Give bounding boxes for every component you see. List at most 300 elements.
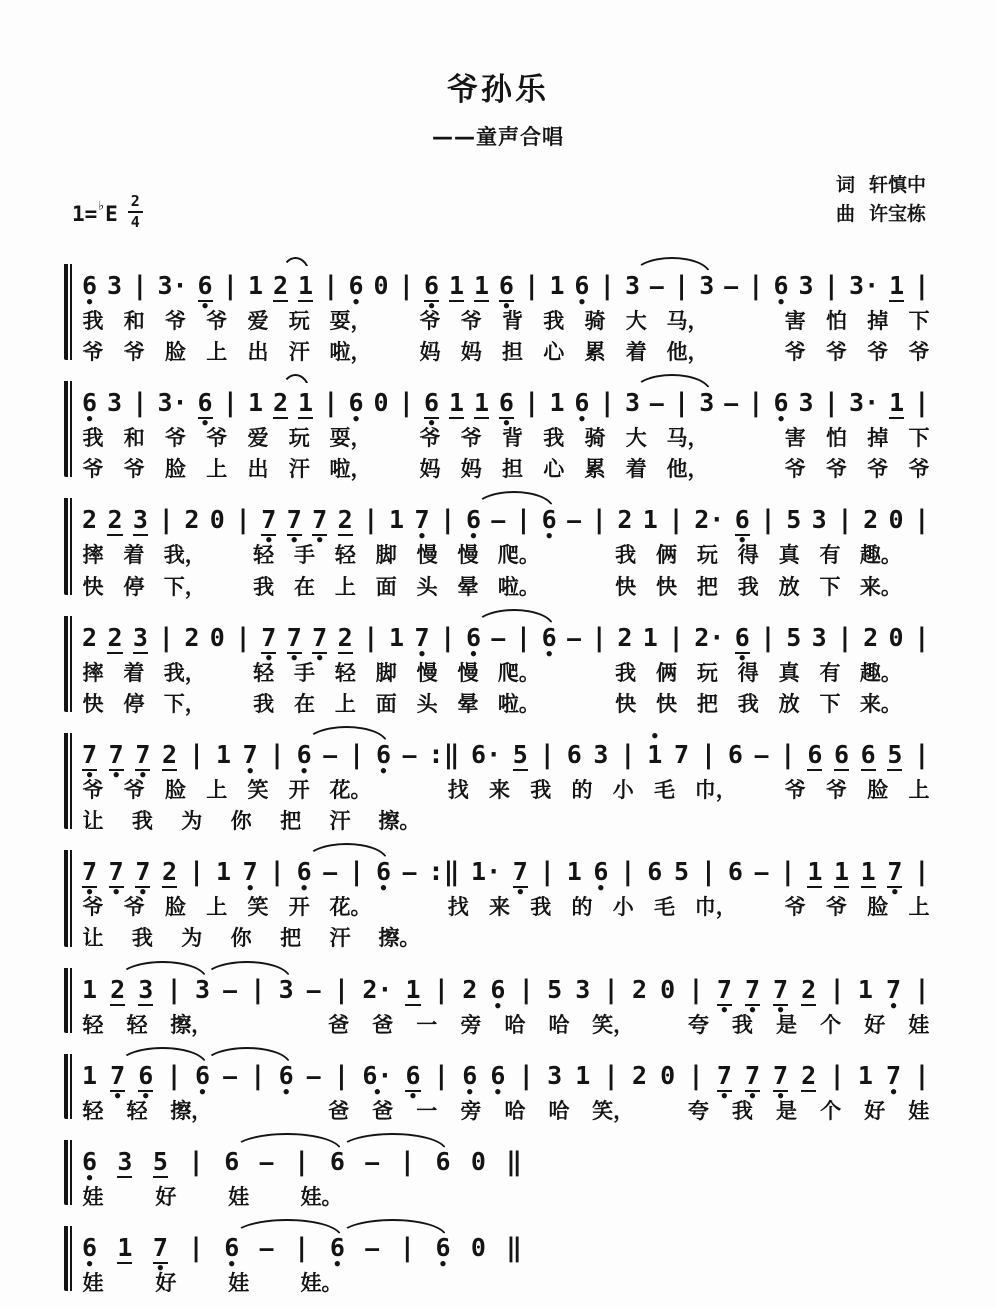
note-token: —: [567, 625, 581, 652]
lyric-syllable: 头: [416, 691, 438, 716]
lyric-syllable: 脸: [165, 895, 186, 920]
note-token: 2: [617, 622, 633, 652]
system-bracket: [64, 1226, 73, 1291]
note-token: 7 ●: [745, 976, 760, 1006]
barline: |: [398, 388, 415, 419]
note-token: 0: [373, 388, 389, 418]
lyrics-row-1: [82, 895, 930, 919]
note-token: 0: [660, 1060, 676, 1090]
lyric-gap: [391, 340, 400, 364]
note-token: 2: [801, 1060, 817, 1090]
note-token: 3: [106, 388, 123, 418]
lyric-syllable: 和: [123, 308, 145, 333]
note-token: 1: [215, 740, 232, 769]
note-token: —: [223, 977, 237, 1004]
lyrics-row-2: [82, 457, 930, 481]
note-token: 6: [329, 1146, 345, 1176]
lyric-syllable: 轻: [334, 543, 356, 568]
system-bracket: [64, 968, 73, 1033]
system-line-7: [64, 960, 930, 1037]
lyric-syllable: 汗: [329, 809, 351, 834]
note-token: 6· ●: [362, 1062, 392, 1089]
lyric-syllable: 毛: [654, 778, 675, 802]
lyric-syllable: 爷: [460, 426, 482, 451]
lyric-syllable: 我: [530, 778, 552, 802]
note-token: 2: [462, 974, 478, 1004]
note-token: 6 ●: [735, 624, 750, 654]
note-token: 3: [699, 270, 715, 300]
note-token: 1: [833, 857, 850, 887]
lyric-syllable: 妈: [460, 340, 482, 365]
system-bracket: [64, 733, 73, 829]
system-bracket: [64, 1140, 73, 1205]
lyric-syllable: 找: [447, 778, 469, 802]
note-token: —: [491, 508, 506, 535]
lyric-syllable: 笑: [247, 895, 269, 920]
lyric-syllable: 上: [908, 895, 930, 920]
barline: |: [188, 740, 205, 770]
lyric-gap: [756, 426, 765, 450]
lyrics-row-1: [82, 661, 930, 685]
lyric-syllable: 爷: [784, 340, 806, 365]
slur-arc: [338, 1219, 447, 1237]
lyric-syllable: 旁: [460, 1012, 482, 1037]
notes-row: [82, 725, 930, 771]
lyric-syllable: 停: [123, 574, 145, 599]
lyric-gap: [559, 692, 568, 716]
lyric-syllable: 汗: [329, 926, 351, 951]
lyric-gap: [557, 926, 566, 950]
note-token: 5: [512, 740, 528, 769]
barline: |: [293, 1232, 310, 1263]
note-token: 7 ●: [414, 624, 429, 651]
lyric-syllable: 娃: [908, 1098, 930, 1123]
lyric-syllable: 他，: [666, 457, 709, 482]
note-token: 0: [660, 974, 676, 1004]
lyric-syllable: 轻: [253, 543, 275, 568]
note-token: —: [306, 977, 321, 1004]
note-token: 2: [162, 857, 178, 887]
lyric-syllable: 爸: [328, 1012, 350, 1037]
lyric-gap: [559, 543, 568, 567]
lyric-syllable: 害: [784, 426, 806, 451]
slur-arc: [633, 374, 711, 392]
lyric-syllable: 我: [731, 1012, 753, 1037]
notes-row: [82, 608, 930, 654]
barline: |: [829, 1060, 845, 1091]
lyric-syllable: 妈: [460, 457, 482, 482]
barline: |: [131, 270, 148, 301]
slur-arc: [474, 491, 554, 509]
system-bracket: [64, 381, 73, 477]
system-line-6: [64, 842, 930, 950]
lyric-syllable: 出: [247, 340, 269, 365]
note-token: 5: [547, 974, 563, 1004]
note-token: 2: [184, 505, 200, 535]
note-token: 7 ●: [414, 506, 429, 533]
lyric-gap: [739, 809, 748, 833]
lyric-syllable: 掉: [867, 426, 889, 451]
note-token: 6 ●: [462, 1062, 477, 1089]
slur-arc: [203, 1047, 291, 1065]
lyric-gap: [391, 895, 400, 919]
lyric-syllable: 擦。: [378, 809, 421, 834]
lyric-syllable: 爷: [82, 895, 104, 920]
note-token: —: [365, 1149, 380, 1176]
lyric-gap: [921, 809, 930, 833]
barline: |: [322, 270, 339, 301]
note-token: 7 ●: [773, 976, 788, 1006]
lyric-syllable: 上: [334, 691, 356, 716]
barline: |: [914, 974, 930, 1005]
system-line-8: [64, 1046, 930, 1123]
barline: |: [518, 974, 535, 1005]
lyric-syllable: 让: [82, 926, 104, 951]
lyric-syllable: 面: [375, 691, 397, 716]
note-token: 6·: [471, 740, 502, 769]
lyric-syllable: 掉: [867, 308, 889, 333]
lyric-syllable: 快: [615, 691, 637, 716]
lyric-syllable: 你: [230, 926, 252, 951]
note-token: 0: [373, 270, 389, 300]
note-token: 6 ●: [349, 389, 364, 416]
lyric-syllable: 耍，: [329, 308, 372, 333]
barline: |: [591, 622, 607, 653]
lyric-syllable: 爷: [419, 308, 441, 333]
note-token: 7 ●: [745, 1062, 760, 1092]
lyric-syllable: 脚: [375, 660, 397, 685]
lyric-syllable: 夸: [687, 1098, 709, 1123]
lyric-syllable: 把: [280, 926, 302, 951]
lyric-syllable: 真: [778, 543, 800, 568]
lyric-syllable: 脸: [867, 895, 889, 920]
note-token: 3: [798, 270, 814, 300]
note-token: 3·: [157, 388, 188, 418]
lyric-syllable: 啦，: [329, 457, 372, 482]
note-token: 1: [889, 270, 905, 300]
note-token: 2: [82, 622, 98, 652]
lyric-gap: [521, 926, 530, 950]
lyric-gap: [630, 809, 639, 833]
note-token: 6 ●: [542, 506, 557, 533]
lyric-syllable: 娃: [908, 1012, 930, 1037]
barline: |: [222, 388, 239, 419]
lyric-syllable: 爷: [908, 340, 930, 365]
note-token: 6 ●: [82, 1148, 97, 1175]
note-token: 1: [82, 1060, 98, 1090]
slur-arc: [281, 257, 310, 275]
lyric-syllable: 脸: [165, 457, 186, 482]
note-token: —: [491, 625, 506, 652]
lyric-syllable: 把: [696, 574, 718, 599]
lyric-syllable: 娃: [82, 1184, 104, 1209]
lyric-gap: [448, 809, 457, 833]
lyric-gap: [225, 692, 234, 716]
lyric-syllable: 手: [293, 660, 315, 685]
note-token: 6 ●: [405, 1062, 420, 1092]
barline: |: [166, 1060, 182, 1091]
lyric-syllable: 爷: [867, 457, 889, 482]
note-token: 6 ●: [424, 272, 439, 302]
lyric-gap: [393, 1185, 402, 1209]
note-token: 6 ●: [224, 1234, 239, 1261]
barline: |: [235, 505, 251, 536]
lyrics-row-2: [82, 809, 930, 833]
note-token: 1: [117, 1232, 133, 1262]
note-token: —: [323, 743, 338, 769]
key-prefix: 1=: [72, 201, 98, 226]
barline: |: [837, 622, 853, 653]
lyric-syllable: 爷: [82, 457, 104, 482]
note-token: 2: [337, 505, 353, 535]
lyric-gap: [630, 926, 639, 950]
note-token: 1: [566, 857, 582, 887]
note-token: 7 ●: [110, 1062, 125, 1092]
barline: |: [515, 505, 532, 536]
barline: |: [913, 622, 930, 653]
note-token: 3·: [157, 270, 188, 300]
barline: |: [829, 974, 845, 1005]
lyric-syllable: 我: [615, 543, 637, 568]
lyric-syllable: 下，: [163, 691, 206, 716]
lyric-syllable: 下: [908, 426, 930, 451]
lyric-gap: [587, 575, 596, 599]
note-token: 0: [888, 622, 904, 652]
lyric-syllable: 爷: [82, 778, 104, 802]
note-token: 3: [811, 505, 827, 535]
note-token: 1: [448, 388, 465, 418]
note-token: 3: [117, 1146, 133, 1176]
composer-line: [836, 200, 926, 229]
note-token: 6 ●: [499, 389, 514, 419]
lyric-syllable: 俩: [655, 543, 677, 568]
lyric-syllable: 爷: [908, 457, 930, 482]
barline: |: [688, 1060, 704, 1091]
system-bracket: [64, 1054, 73, 1119]
note-token: 7 ●: [717, 1062, 732, 1092]
lyric-syllable: 快: [82, 691, 104, 716]
note-token: 1: [857, 1060, 873, 1090]
note-token: 1: [448, 270, 465, 300]
lyric-syllable: 爸: [372, 1012, 394, 1037]
barline: |: [760, 505, 776, 536]
barline: |: [269, 740, 285, 770]
lyric-gap: [921, 575, 930, 599]
lyric-syllable: 旁: [460, 1098, 482, 1123]
note-token: 3: [593, 740, 609, 769]
barline: |: [914, 388, 930, 419]
lyric-gap: [391, 309, 400, 333]
lyric-syllable: 轻: [82, 1012, 104, 1037]
lyric-syllable: 爷: [123, 457, 145, 482]
lyric-gap: [391, 426, 400, 450]
note-token: 6 ●: [198, 389, 213, 419]
note-token: 1: [575, 1060, 591, 1090]
system-line-10: [64, 1218, 522, 1295]
barline: :‖: [428, 740, 460, 770]
note-token: 3: [106, 270, 123, 300]
lyric-syllable: 有: [819, 543, 841, 568]
lyric-syllable: 找: [447, 895, 469, 920]
note-token: 1: [248, 270, 264, 300]
note-token: 1·: [471, 857, 502, 887]
lyric-syllable: 爱: [247, 308, 269, 333]
lyrics-row-2: [82, 340, 930, 364]
note-token: 1: [549, 270, 565, 300]
lyric-gap: [756, 778, 765, 802]
lyric-syllable: 面: [375, 574, 397, 599]
note-token: 7 ●: [886, 1062, 901, 1089]
lyric-syllable: 好: [864, 1012, 886, 1037]
barline: |: [673, 388, 690, 419]
lyric-syllable: 得: [737, 543, 759, 568]
lyric-gap: [484, 809, 493, 833]
lyric-syllable: 玩: [288, 426, 310, 451]
note-token: 2: [863, 505, 879, 535]
lyric-syllable: 我: [253, 691, 275, 716]
barline: |: [914, 270, 930, 301]
barline: |: [249, 1060, 266, 1091]
note-token: 6: [807, 740, 823, 769]
lyric-syllable: 娃。: [300, 1270, 343, 1295]
barline: |: [333, 974, 350, 1005]
note-token: 6 ●: [330, 1234, 345, 1261]
note-token: 6 ●: [279, 1062, 294, 1089]
note-token: 1: [82, 974, 98, 1004]
note-token: 6: [727, 740, 743, 769]
lyric-syllable: 的: [571, 778, 593, 802]
note-token: 1: [297, 270, 314, 300]
note-token: 5: [786, 505, 802, 535]
barline: |: [539, 740, 556, 770]
slur-arc: [474, 609, 554, 627]
lyric-syllable: 爷: [82, 340, 104, 365]
note-token: —: [223, 1063, 237, 1090]
lyric-syllable: 笑: [247, 778, 269, 802]
note-token: 1: [642, 505, 658, 535]
lyric-syllable: 他，: [666, 340, 709, 365]
lyric-syllable: 担: [502, 457, 523, 482]
lyric-syllable: 哈: [504, 1098, 526, 1123]
lyric-gap: [921, 543, 930, 567]
lyric-gap: [702, 809, 711, 833]
lyric-syllable: 出: [247, 457, 269, 482]
note-token: 6 ●: [735, 506, 750, 536]
barline: |: [823, 388, 840, 419]
lyric-gap: [234, 1013, 243, 1037]
lyric-syllable: 妈: [419, 457, 441, 482]
note-token: 6 ●: [376, 858, 391, 885]
note-token: 3: [138, 974, 154, 1004]
lyric-syllable: 背: [502, 426, 523, 451]
lyric-gap: [453, 1271, 462, 1295]
barline: |: [688, 974, 704, 1005]
lyric-syllable: 爷: [826, 778, 847, 802]
lyric-syllable: 下: [819, 691, 841, 716]
lyric-syllable: 哈: [504, 1012, 526, 1037]
barline: |: [620, 740, 636, 770]
note-token: 3: [811, 622, 827, 652]
note-token: 7 ●: [261, 624, 276, 654]
lyric-syllable: 来: [489, 778, 510, 802]
barline: |: [747, 270, 764, 301]
lyric-syllable: 上: [206, 778, 228, 802]
lyric-syllable: 妈: [419, 340, 441, 365]
lyric-syllable: 好: [155, 1184, 177, 1209]
lyric-gap: [848, 809, 857, 833]
lyric-syllable: 俩: [655, 660, 677, 685]
barline: |: [747, 388, 764, 419]
lyric-syllable: 擦，: [170, 1012, 213, 1037]
note-token: —: [724, 391, 739, 418]
slur-arc: [203, 961, 291, 979]
lyric-syllable: 上: [206, 340, 228, 365]
lyric-syllable: 好: [155, 1270, 177, 1295]
lyric-syllable: 骑: [584, 426, 606, 451]
lyric-gap: [593, 926, 602, 950]
note-token: 6 ●: [376, 741, 391, 768]
note-token: 6 ●: [82, 1234, 97, 1261]
note-token: 6 ●: [574, 272, 589, 299]
barline: |: [222, 270, 239, 301]
lyric-syllable: 爬。: [497, 660, 540, 685]
lyric-syllable: 马，: [666, 426, 709, 451]
barline: |: [439, 505, 456, 536]
note-token: 7 ●: [312, 506, 327, 536]
lyric-gap: [921, 692, 930, 716]
barline: |: [439, 622, 456, 653]
barline: |: [188, 1232, 204, 1263]
lyric-gap: [593, 809, 602, 833]
barline: |: [780, 857, 796, 888]
note-token: 2: [184, 622, 200, 652]
lyric-syllable: 我: [253, 574, 275, 599]
time-bottom: 4: [130, 212, 140, 231]
note-token: 6: [860, 740, 876, 769]
lyric-gap: [587, 692, 596, 716]
barline: |: [518, 1060, 535, 1091]
slur-arc: [338, 1133, 447, 1151]
lyric-syllable: 我: [731, 1098, 753, 1123]
note-token: 1: [549, 388, 565, 418]
note-token: ● 1: [647, 741, 662, 768]
barline: |: [913, 505, 930, 536]
note-token: 6: [224, 1146, 240, 1176]
note-token: 6 ●: [490, 976, 505, 1003]
note-token: 6 ●: [195, 1062, 210, 1089]
note-token: 6: [727, 857, 743, 887]
barline: |: [322, 388, 339, 419]
notes-row: [82, 256, 930, 302]
lyric-syllable: 担: [502, 340, 523, 365]
lyric-syllable: 慢: [416, 660, 438, 685]
note-token: 7 ●: [82, 741, 97, 771]
lyrics-row-1: [82, 1013, 930, 1037]
note-token: 6: [566, 740, 582, 769]
lyric-syllable: 爬。: [497, 543, 540, 568]
note-token: 3: [132, 622, 148, 652]
lyric-syllable: 着: [625, 340, 647, 365]
note-token: 6 ●: [490, 1062, 505, 1089]
lyric-syllable: 骑: [584, 308, 606, 333]
lyric-syllable: 把: [280, 809, 302, 834]
note-token: 5: [887, 740, 903, 769]
barline: |: [700, 740, 717, 770]
note-token: 2: [863, 622, 879, 652]
lyric-syllable: 爷: [826, 895, 847, 920]
lyric-syllable: 轻: [126, 1098, 148, 1123]
flat-sign: ♭: [97, 198, 106, 214]
